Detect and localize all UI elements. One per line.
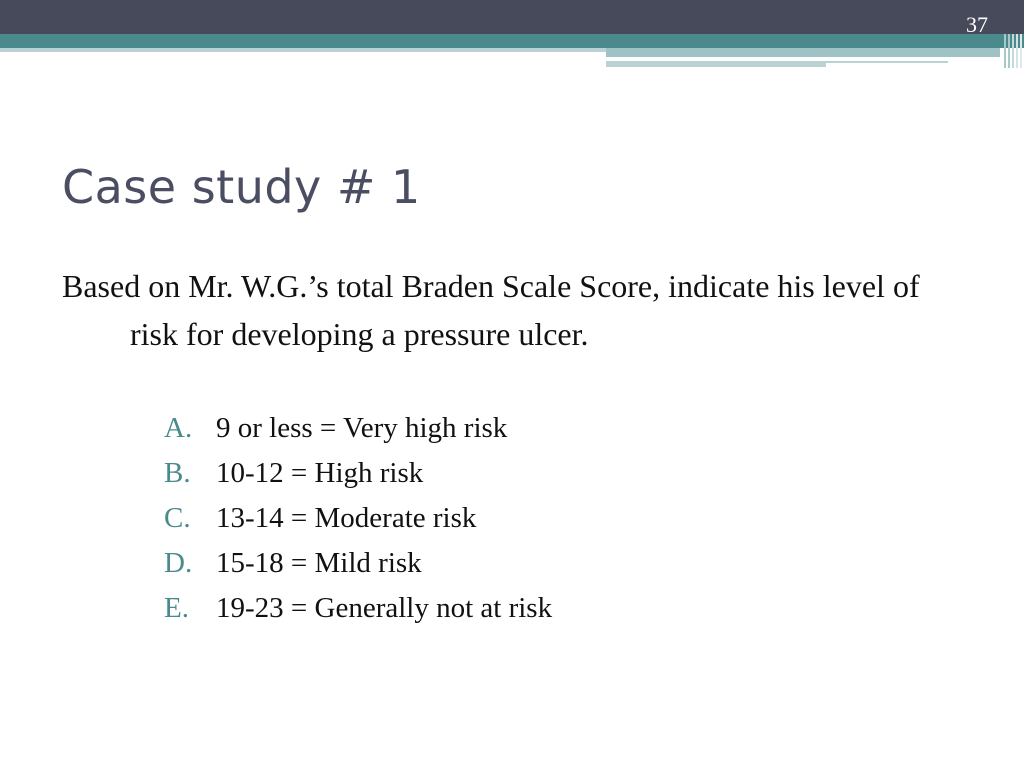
header-vertical-stripe <box>1020 34 1022 68</box>
header-accent-line-lower <box>606 61 826 67</box>
option-text: 19-23 = Generally not at risk <box>216 592 553 624</box>
header-vertical-stripe <box>1008 34 1010 68</box>
option-letter: E. <box>164 592 189 624</box>
slide-title: Case study # 1 <box>62 160 421 214</box>
slide-number: 37 <box>966 12 988 37</box>
option-text: 15-18 = Mild risk <box>216 547 422 579</box>
header-vertical-stripe <box>1012 34 1014 68</box>
question-prompt: Based on Mr. W.G.’s total Braden Scale Score, indicate his level of risk for developing a pressure ulcer. <box>62 268 920 352</box>
header-dark-bar <box>0 0 1024 34</box>
option-letter: B. <box>164 457 191 489</box>
option-letter: D. <box>164 547 193 579</box>
header-teal-bar <box>0 34 1024 48</box>
header-vertical-stripe <box>1016 34 1018 68</box>
answer-option-b <box>164 451 552 496</box>
header-vertical-stripe <box>1004 34 1006 68</box>
option-letter: A. <box>164 412 193 444</box>
answer-options-list <box>164 406 552 631</box>
header-accent-line-right <box>606 48 1000 57</box>
answer-option-d <box>164 541 552 586</box>
answer-option-c <box>164 496 552 541</box>
answer-option-e <box>164 586 552 631</box>
option-text: 9 or less = Very high risk <box>216 412 508 444</box>
header-accent-thin-line <box>826 61 948 63</box>
option-text: 13-14 = Moderate risk <box>216 502 477 534</box>
option-letter: C. <box>164 502 191 534</box>
option-text: 10-12 = High risk <box>216 457 424 489</box>
answer-option-a <box>164 406 552 451</box>
header-accent-line-left <box>0 48 606 52</box>
